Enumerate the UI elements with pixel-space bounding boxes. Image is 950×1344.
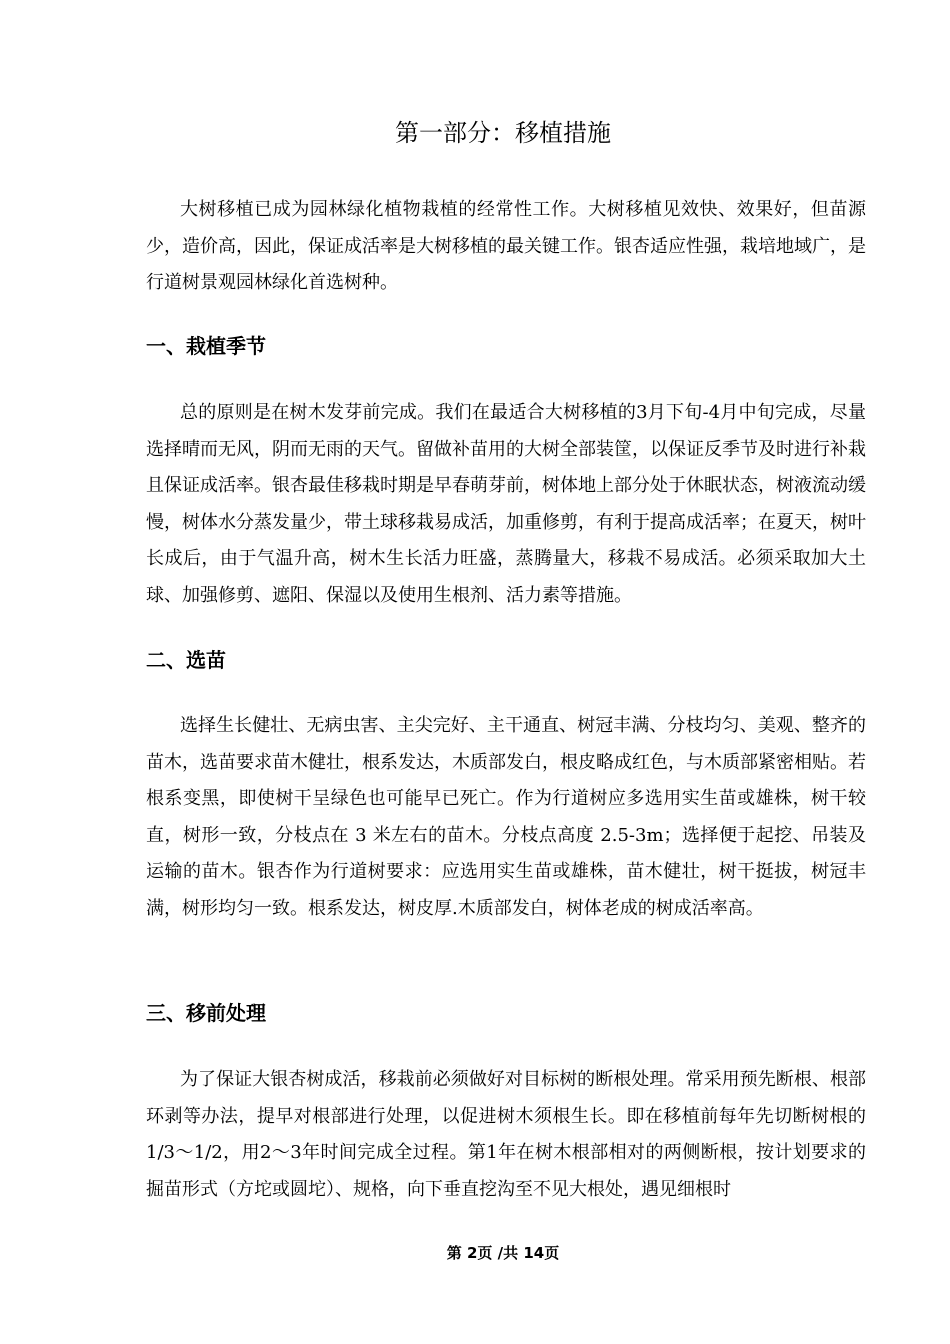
section-heading-pre-transplant-treatment: 三、移前处理 — [146, 1001, 266, 1025]
section-body-planting-season: 总的原则是在树木发芽前完成。我们在最适合大树移植的3月下旬-4月中旬完成，尽量选择晴而无风，阴而无雨的天气。留做补苗用的大树全部装筐，以保证反季节及时进行补栽且保证成活率。银杏最佳移栽时期是早春萌芽前，树体地上部分处于休眠状态，树液流动缓慢，树体水分蒸发量少，带土球移栽易成活，加重修剪，有利于提高成活率；在夏天，树叶长成后，由于气温升高，树木生长活力旺盛，蒸腾量大，移栽不易成活。必须采取加大土球、加强修剪、遮阳、保湿以及使用生根剂、活力素等措施。 — [146, 402, 866, 606]
section-body-pre-transplant-treatment: 为了保证大银杏树成活，移栽前必须做好对目标树的断根处理。常采用预先断根、根部环剥等办法，提早对根部进行处理，以促进树木须根生长。即在移植前每年先切断树根的1/3～1/2，用2～3年时间完成全过程。第1年在树木根部相对的两侧断根，按计划要求的掘苗形式（方坨或圆坨）、规格，向下垂直挖沟至不见大根处，遇见细根时 — [146, 1069, 866, 1200]
page-number-footer: 第 2页 /共 14页 — [446, 1244, 560, 1262]
section-heading-seedling-selection: 二、选苗 — [146, 648, 226, 672]
section-body-seedling-selection: 选择生长健壮、无病虫害、主尖完好、主干通直、树冠丰满、分枝均匀、美观、整齐的苗木，选苗要求苗木健壮，根系发达，木质部发白，根皮略成红色，与木质部紧密相贴。若根系变黑，即使树干呈绿色也可能早已死亡。作为行道树应多选用实生苗或雄株，树干较直，树形一致，分枝点在 3 米左右的苗木。分枝点高度 2.5-3m；选择便于起挖、吊装及运输的苗木。银杏作为行道树要求：应选用实生苗或雄株，苗木健壮，树干挺拔，树冠丰满，树形均匀一致。根系发达，树皮厚.木质部发白，树体老成的树成活率高。 — [146, 715, 866, 919]
intro-paragraph: 大树移植已成为园林绿化植物栽植的经常性工作。大树移植见效快、效果好，但苗源少，造价高，因此，保证成活率是大树移植的最关键工作。银杏适应性强，栽培地域广，是行道树景观园林绿化首选树种。 — [146, 199, 866, 293]
page-title: 第一部分：移植措施 — [395, 119, 611, 147]
section-heading-planting-season: 一、栽植季节 — [146, 334, 266, 358]
